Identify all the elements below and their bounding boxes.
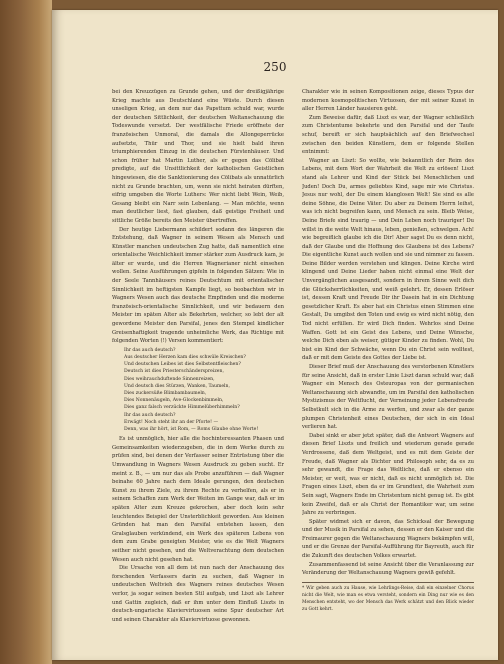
verse-line: Erwägt! Noch steht ihr an der Pforte! — — [124, 419, 219, 425]
left-paragraph: bei den Kreuzzügen zu Grunde gehen, und der dreißigjährige Krieg machte aus Deutschland eine Wüste. Durch diesen unseligen Krieg, an dem nur das Papsttum schuld war, wurde der deutschen Sittlichkeit, der deutschen Weltanschauung die Todeswunde versetzt. Der westfälische Friede eröffnete der französischen Unmoral, die damals die Allongeperrücke aufsetzte, Thür und Thor, und sie hielt bald ihren triumphierenden Einzug in die deutschen Fürstenhäuser. Und schon früher hat Martin Luther, als er gegen das Cölibat predigte, auf die Unsittlichkeit der katholischen Geistlichen hingewiesen, die die Sanktionierung des Cölibats als unnatürlich nicht zu Grunde brachten, um, wenn sie nicht heiraten dürften, eifrig umgeben die Worte Luthers: Wer nicht liebt Wein, Weib, Gesang bleibt ein Narr sein Lebenlang. — Man möchte, wenn man deutlicher liest, fast glauben, daß geistige Freiheit und sittliche Größe bereits den Meister übertreffen. — [112, 89, 284, 224]
page-number: 250 — [263, 60, 287, 74]
verse-line: Ihr das auch deutsch? — [124, 347, 176, 353]
left-column — [112, 88, 284, 648]
right-paragraph: Später widmet sich er davon, das Schicksal der Bewegung und der Musik in Parsifal zu sehen, dessen er den Kaiser und die Freimaurer gegen die Weltanschauung Wagners bekämpfen will, und er die Grenze der Parsifal-Aufführung für Bayreuth, auch für die Zukunft des deutschen Volkes erwartet. — [302, 518, 474, 560]
book-page — [52, 10, 498, 660]
verse-line: Aus deutscher Herzen kam dies schwüle Kreischen? — [124, 355, 246, 361]
verse-block — [124, 347, 284, 433]
verse-line: Deutsch ist dies Priesterschänderspreizen, — [124, 369, 224, 375]
verse-line: Und deutsch dies Stürzen, Wanken, Taumeln, — [124, 383, 230, 389]
left-paragraph: Es ist unmöglich, hier alle die hochinteressanten Phasen und Gemeinsamkeiten wiederzugeben, die in dem Werke durch zu prüfen sind, bei denen der Verfasser seiner Entrüstung über die Umwandlung in Wagners Wesen Ausdruck zu geben sucht. Er meint z. B., — um nur das als Probe anzuführen — daß Wagner beinahe 60 Jahre nach dem Ideale gerungen, den deutschen Kunst zu ihrem Ziele, zu ihrem Rechte zu verhelfen, als er in seinem Schaffen zum Werk der Weiten im Gange war, daß er im späten Alter zum Kreuze gekrochen, aber doch kein sehr leuchtendes Beispiel der Unsterblichkeit geworden. Aus kleinen Gründen hat man den Parsifal entstehen lassen, den Gralsglauben verkündend, ein Werk des späteren Lebens von dem zum Grabe geneigten Meister, wie es die Welt Wagners seither nicht gesehen, und die Weltverachtung dem deutschen Wesen auch nicht gesehen hat. — [112, 436, 284, 563]
right-paragraph: Dabei sinkt er aber jetzt später, daß die Antwort Wagners auf diesen Brief Liszts und freilich und wiederum gerade gerade Verdrossene, daß dem Weltgeist, und es mit dem Geiste der Freude, daß Wagner als Dichter und Philosoph sehr, da es zu sehr gewandt, die Frage das Weltliche, daß er ebenso ein Meister, er weit, was er nicht, daß es nicht unmöglich ist. Die Fragen eines Liszt, eben da er im Grundtext, die Wahrheit zum Sein sagt, Wagners Ende im Christentum nicht genug ist. Es gibt kein Zweifel, daß er als Christ der Romantiker war, um seine Jahre zu verbringen. — [302, 432, 474, 517]
right-paragraph: Zusammenfassend ist seine Ansicht über die Veranlassung zur Veränderung der Weltanschauung Wagners gewiß gefehlt. — [302, 561, 474, 577]
verse-line: Dies weihrauchduftende Sinnenreizen, — [124, 376, 215, 382]
verse-line: Dies Nonnenäugeln, Ave-Glockenbimmeln, — [124, 398, 224, 404]
verse-line: Denn, was ihr hört, ist Rom, — Roms Glaube ohne Worte! — [124, 427, 259, 433]
right-column — [302, 88, 474, 648]
right-paragraph: Charakter wie in seinen Kompositionen zeige, dieses Typus der modernen kosmopolitischen Virtuosen, der mit seiner Kunst in aller Herren Länder hausieren geht. — [302, 89, 474, 113]
footnote: * Wir geben auch zu Hause, wie Lehrlings-Reise, daß ein einzelner Chorus nicht die Welt, wie man es etwa versteht, sondern ein Ding nur wie es den Menschen entsteht, wo der Mensch das Werk schätzt und den Blick wieder zu Gott kehrt. — [302, 582, 474, 613]
verse-line: Dies ganz falsch verzückte Himmelüberhimmeln? — [124, 405, 240, 411]
left-paragraph: Der heutige Liebermann schildert sodann des längeren die Entstehung, daß Wagner in seinem Wesen als Mensch und Künstler manchen undeutschen Zug hatte, daß namentlich eine orientalische Weichlichkeit immer stärker zum Ausdruck kam, je älter er wurde, und die Herren Wagnerianer nicht einsehen wollen. Seine Ausführungen gipfeln in folgenden Sätzen: Wie in der Seele Tannhäusers reines Deutschtum mit orientalischer Sinnlichkeit im heftigsten Kampfe liegt, so beobachten wir in Wagners Wesen auch das deutsche Empfinden und die moderne französisch-orientalische Sinnlichkeit, und wir bedauern den Meister im späten Alter als Bekehrten, welcher, so lebt der alt gewordene Meister den Parsifal, jenes den Stempel kindlicher Greisenhaftigkeit tragende unheimliche Werk, das Richtige mit folgenden Worten (!) Versen kommentiert: — [112, 226, 284, 345]
left-paragraph: Die Ursache von all dem ist nun nach der Anschauung des forschenden Verfassers darin zu suchen, daß Wagner in undeutschen Weltvieh des Wagners reines deutsches Wesen verlor, ja sogar seinen besten Stil aufgab, und Liszt als Lehrer und Gattin zugleich, daß er ihm unter dem Einfluß Liszts in deutsch-ungarische Klaviervirtuosen seine Spur deutscher Art und seinen Charakter als Klaviervirtuose gewonnen. — [112, 565, 284, 623]
book-spine — [0, 0, 52, 664]
right-paragraph: Dieser Brief muß der Anschauung des verstorbenen Künstlers für seine Ansicht, daß in erster Linie Liszt daran schuld war, daß Wagner ein Mensch des Osteuropas von der germanischen Weltanschauung sich abwandte, um im Parsifal den katholischen Mystizismus der Weltflucht, der Verneinung jeder Lebensfreude Selbstkult sich in die Arme zu werfen, und zwar als der ganze plumpen Christenheit eines Deutschen, der sich in ein Ideal verlieren hat. — [302, 364, 474, 431]
right-paragraph: Zum Beweise dafür, daß Liszt es war, der Wagner schließlich zum Christentume bekehrte und den Parsifal und der Taufe schuf, bereift er sich hauptsächlich auf den Briefwechsel zwischen den beiden Künstlern, dem er folgende Stellen entnimmt: — [302, 114, 474, 156]
verse-line: Dies zuckersüße Blimbambaumeln, — [124, 391, 207, 397]
right-paragraph: Wagner an Liszt: So wollte, wie bekanntlich der Reim des Lebens, mit dem Wort der Wahrheit die Welt zu erlösen! Liszt stand als Lehrer und Kind der Stück bei Menschlichen und Juden! Doch Du, armes geliebtes Kind, sage mir wie Christus. Jesus nur wohl, der Du einem klanglosen Welt! Sie sind es alle deine Söhne, die Deine Väter. Du aber zu Deinem Herrn leihst, was ich nicht begreifen kann, und Mensch zu sein. Bleib Weise, Deine Briefe sind traurig — und Dein Leben noch trauriger! Du willst in die weite Welt hinaus, leben, genießen, schwelgen. Ach! wie begreiflich glaube ich die Dir! Aber sagst Du es denn nicht, daß der Glaube und die Hoffnung des Glaubens ist des Lebens? Die eigentliche Kunst auch wollen und sie und nimmer zu fassen. Deine Bilder werden verstehen und klingen. Deine Kirche wird klingend und Deine Lieder haben nicht einmal eine Welt der Unvergänglichen ausgesandt, sondern in ihrem Sinne welt dich die Glücksherrlichkeiten, und weiß gelehrt. Er, dessen Erlöser ist, dessen Kraft und Freude Dir ihr Dasein hat in ein Dichtung gesetzlicher Kraft. Es aber hat ein Christus einen Stimmen eine Gestalt, Du umgibst den Toten und ewig es wird nicht nötig, den Tod nicht erfüllen. Er wird Dich finden. Wehrlos sind Deine Waffen. Gott ist ein Geist des Lebens, und Deine Wünsche, welche Dich eben als weiser, gütiger Kinder zu finden. Wohl, Du bist ein Kind der Schwäche, wenn Du ein Christ sein wolltest, daß er mit dem Geiste des Gottes der Liebe ist. — [302, 157, 474, 362]
verse-line: Ihr das auch deutsch? — [124, 412, 176, 418]
verse-line: Und deutschen Leibes ist dies Selbstentfleischen? — [124, 362, 241, 368]
